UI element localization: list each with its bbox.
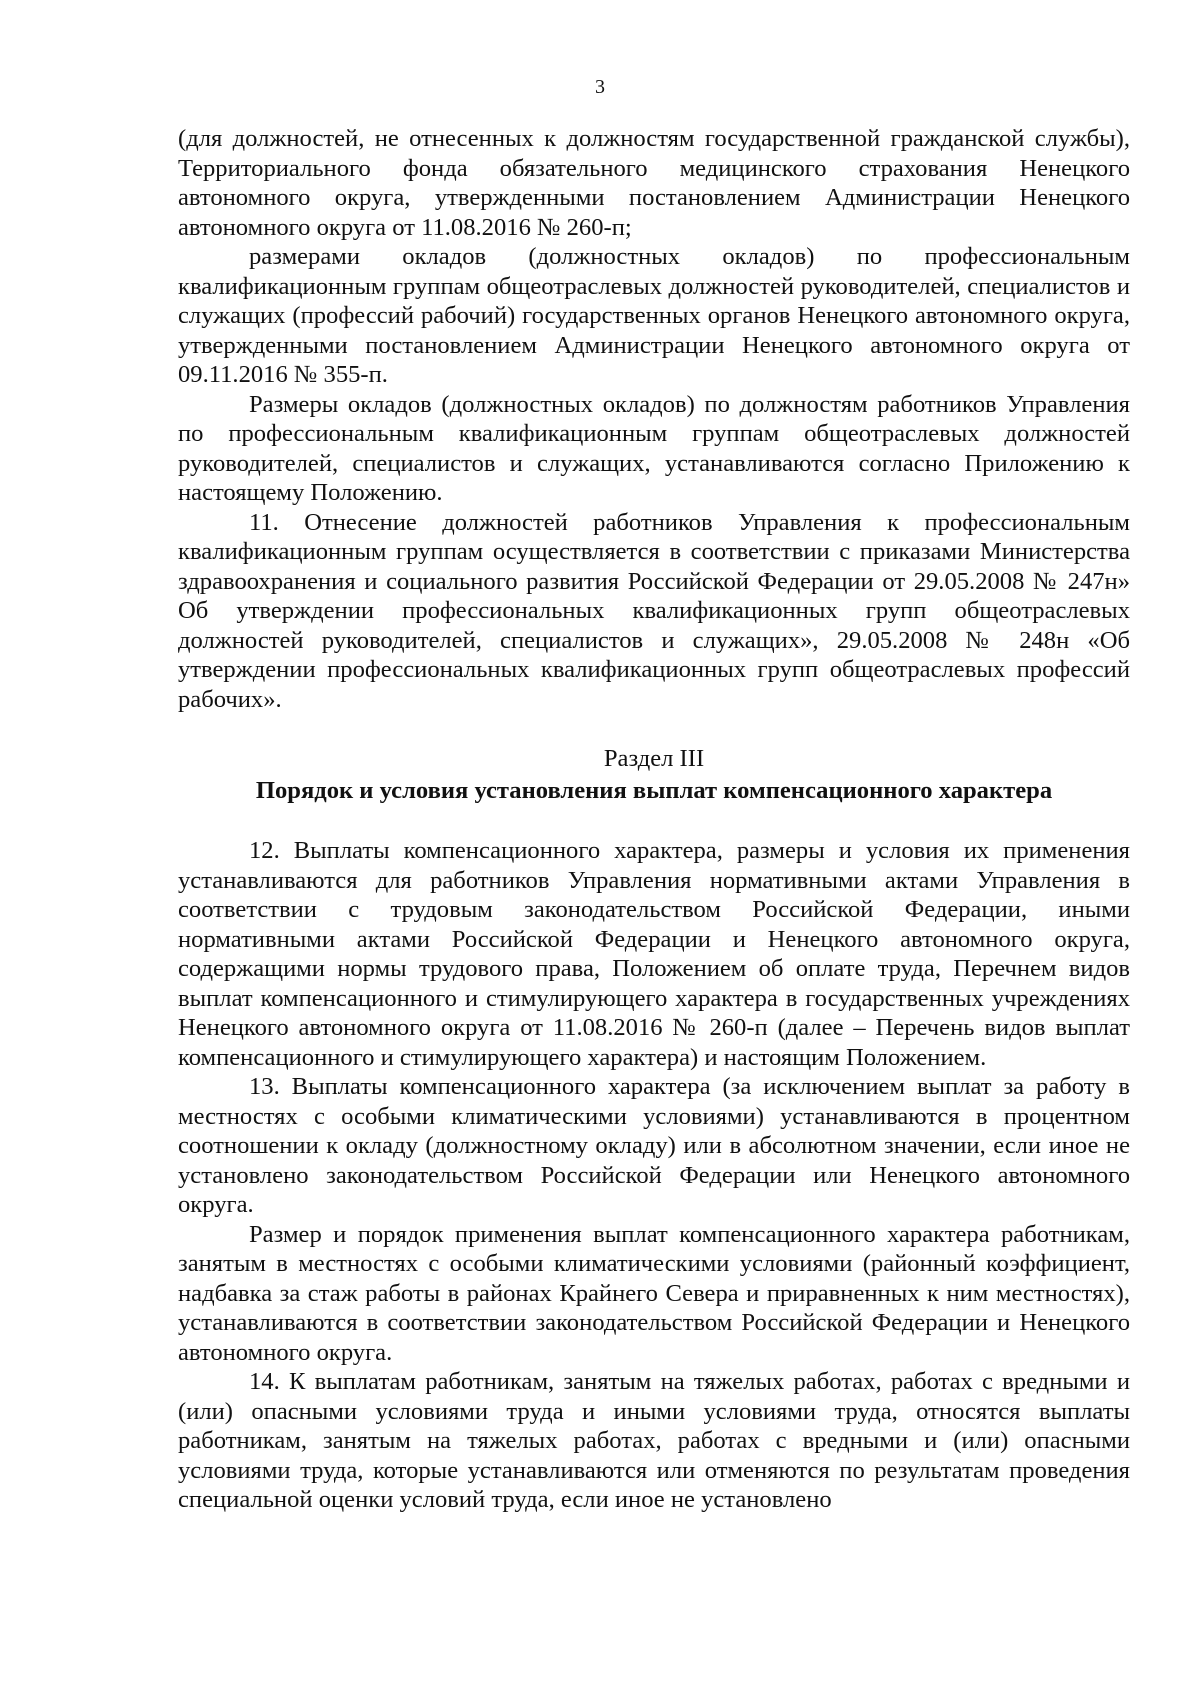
paragraph-salary-scales: размерами окладов (должностных окладов) по профессиональным квалификационным группам общеотраслевых должностей руководителей, специалистов и служащих (профессий рабочий) государственных органов Ненецкого автономного округа, утвержденными постановлением Администрации Ненецкого автономного округа от 09.11.2016 № 355-п. [178,243,1130,388]
paragraph-salary-sizes: Размеры окладов (должностных окладов) по должностям работников Управления по профессиональным квалификационным группам общеотраслевых должностей руководителей, специалистов и служащих, устанавливаются согласно Приложению к настоящему Положению. [178,390,1130,506]
paragraph-14: 14. К выплатам работникам, занятым на тяжелых работах, работах с вредными и (или) опасными условиями труда и иными условиями труда, относятся выплаты работникам, занятым на тяжелых работах, работах с вредными и (или) опасными условиями труда, которые устанавливаются или отменяются по результатам проведения специальной оценки условий труда, если иное не установлено [178,1368,1130,1513]
paragraph-north-allowances: Размер и порядок применения выплат компенсационного характера работникам, занятым в местностях с особыми климатическими условиями (районный коэффициент, надбавка за стаж работы в районах Крайнего Севера и приравненных к ним местностях), устанавливаются в соответствии законодательством Российской Федерации и Ненецкого автономного округа. [178,1220,1130,1366]
paragraph-continuation: (для должностей, не отнесенных к должностям государственной гражданской службы), Территориального фонда обязательного медицинского страхования Ненецкого автономного округа, утвержденными постановлением Администрации Ненецкого автономного округа от 11.08.2016 № 260-п; [178,125,1130,241]
section-label: Раздел III [603,745,705,772]
section-title: Порядок и условия установления выплат компенсационного характера [255,776,1053,804]
page-number: 3 [595,76,605,98]
document-body [178,124,1130,1515]
paragraph-13: 13. Выплаты компенсационного характера (за исключением выплат за работу в местностях с особыми климатическими условиями) устанавливаются в процентном соотношении к окладу (должностному окладу) или в абсолютном значении, если иное не установлено законодательством Российской Федерации или Ненецкого автономного округа. [178,1073,1130,1218]
paragraph-11: 11. Отнесение должностей работников Управления к профессиональным квалификационным группам осуществляется в соответствии с приказами Министерства здравоохранения и социального развития Российской Федерации от 29.05.2008 № 247н» Об утверждении профессиональных квалификационных групп общеотраслевых должностей руководителей, специалистов и служащих», 29.05.2008 № 248н «Об утверждении профессиональных квалификационных групп общеотраслевых профессий рабочих». [178,508,1130,713]
paragraph-12: 12. Выплаты компенсационного характера, размеры и условия их применения устанавливаются для работников Управления нормативными актами Управления в соответствии с трудовым законодательством Российской Федерации, иными нормативными актами Российской Федерации и Ненецкого автономного округа, содержащими нормы трудового права, Положением об оплате труда, Перечнем видов выплат компенсационного и стимулирующего характера в государственных учреждениях Ненецкого автономного округа от 11.08.2016 № 260-п (далее – Перечень видов выплат компенсационного и стимулирующего характера) и настоящим Положением. [178,837,1130,1071]
